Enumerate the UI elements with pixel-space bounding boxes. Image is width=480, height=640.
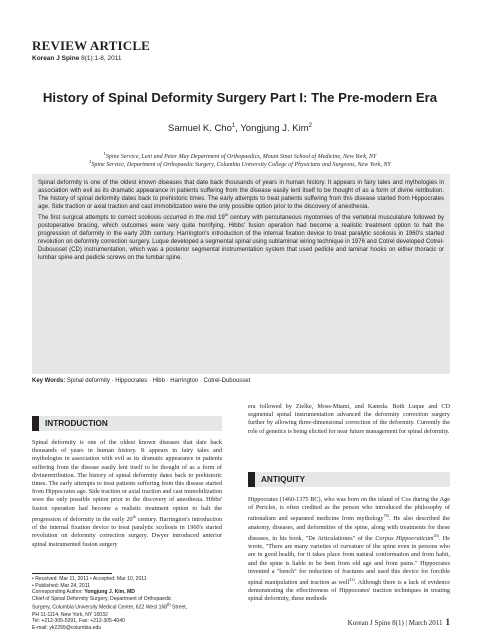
author-name: Yongjung J. Kim bbox=[240, 123, 309, 135]
corresponding-name: Yongjung J. Kim, MD bbox=[84, 589, 135, 596]
author-email: E-mail: yk2299@columbia.edu bbox=[32, 624, 102, 631]
antiquity-text bbox=[248, 496, 450, 604]
page-number: 1 bbox=[445, 617, 450, 627]
abstract-box bbox=[32, 174, 450, 374]
body-part: Spinal deformity is one of the oldest known diseases that date back thousands of years in human history. It appears in fairy tales and mythologies in association with evil as its dramatic appearance in patients suffering from the disease easily lent itself to be thought of as a form of divineretribution. The history of spinal deformity dates back to prehistoric times. The early attempts to treat patients suffering from this disease started from Hippocrates age. Side traction or axial traction and cast immobilization were the only possible option prior to the discovery of anesthesia. Hibbs' fusion operation had become a realistic treatment option to halt the progression of deformity in the early 20 bbox=[32, 439, 222, 523]
address-part: Surgery, Columbia University Medical Center, 622 West 168 bbox=[32, 605, 168, 612]
article-header bbox=[32, 38, 150, 62]
author-address-line: Chief of Spinal Deformity Surgery, Department of Orthopaedic bbox=[32, 595, 172, 602]
citation-ref: 41) bbox=[349, 576, 355, 582]
abstract-part: The first surgical attempts to correct scoliosis occurred in the mid 19 bbox=[38, 215, 225, 222]
author-contact-line: Tel: +212-305-5391, Fax: +212-305-4040 bbox=[32, 618, 125, 625]
superscript: th bbox=[167, 602, 171, 608]
book-title: Corpus Hippocraticum bbox=[375, 534, 434, 542]
keywords-text: Spinal deformity · Hippocrates · Hibb · Harrington · Cotrel-Dubousset bbox=[66, 378, 251, 384]
article-footnote bbox=[32, 576, 222, 631]
body-part: . Although there is a lack of evidence demonstrating the effectiveness of Hippocrates' traction techniques in treating spinal deformity, these methods bbox=[248, 579, 450, 603]
author-separator: , bbox=[235, 123, 241, 135]
keywords bbox=[32, 378, 250, 384]
antiquity-heading: ANTIQUITY bbox=[248, 472, 450, 487]
body-part: . He also described the anatomy, diseases, and deformities of the spine, along with treatments for these diseases, in his book, "De Articulationes" of the bbox=[248, 515, 450, 542]
author-affil-marker: 2 bbox=[308, 123, 312, 129]
column2-continuation-text: era followed by Zielke, Moss-Miami, and Kaneda. Both Luque and CD segmental spinal instrumentation advanced the deformity correction surgery further by allowing three-dimensional correction of the deformity. Currently the role of genetics is being elicited for near future management for spinal deformity. bbox=[248, 403, 450, 435]
section-label: REVIEW ARTICLE bbox=[32, 38, 151, 53]
journal-volume: 8(1):1-8, 2011 bbox=[81, 55, 122, 62]
author-name: Samuel K. Cho bbox=[167, 123, 232, 135]
keywords-label: Key Words: bbox=[32, 378, 66, 384]
body-part: Hippocrates (1460-1375 BC), who was born on the island of Cos during the Age of Pericles, is often credited as the person who introduced the philosophy of rationalism and separated medicine from mythology bbox=[248, 496, 450, 523]
footer-journal: Korean J Spine 8(1) | March 2011 bbox=[347, 619, 443, 627]
introduction-heading: INTRODUCTION bbox=[32, 416, 222, 431]
affiliation bbox=[0, 159, 480, 168]
affiliation-marker: 2 bbox=[89, 159, 92, 164]
body-part: . He wrote, "There are many varieties of curvature of the spine even in persons who are in good health, for it takes place from natural conformation and from habit, and the spine is liable to be bent from old age and from pains." Hippocrates invented a "bench" for reduction of fractures and used this device for forcible spinal manipulation and traction as well bbox=[248, 534, 451, 587]
journal-citation bbox=[32, 55, 150, 62]
received-dates: • Received: Mar 11, 2011 • Accepted: Mar 10, 2011 bbox=[32, 576, 147, 582]
citation-ref: 26) bbox=[433, 532, 439, 538]
body-part: century. Harrington's introduction of the internal fixation device to treat paralytic scoliosis in 1960's started revolution on deformity correction surgery. Dwyer introduced anterior spinal instrumented fusion surgery bbox=[32, 515, 222, 548]
address-part: Street, bbox=[170, 605, 188, 612]
author-affil-marker: 1 bbox=[231, 123, 236, 129]
page-footer bbox=[348, 617, 450, 627]
published-date: • Published: Mar 24, 2011 bbox=[32, 582, 91, 589]
author-address-line bbox=[32, 602, 222, 611]
superscript: th bbox=[132, 513, 136, 519]
author-list bbox=[0, 123, 480, 134]
affiliation-text: Spine Service, Department of Orthopaedic Surgery, Columbia University College of Physicians and Surgeons, New York, NY bbox=[91, 162, 391, 168]
superscript: th bbox=[224, 212, 229, 218]
corresponding-label: Corresponding Author: bbox=[32, 589, 85, 596]
abstract-part: Spinal deformity is one of the oldest known diseases that date back thousands of years in human history. It appears in fairy tales and mythologies in association with evil as its dramatic appearance in patients suffering from the disease easily lent itself to be thought of as a form of divine retribution. The history of spinal deformity dates back to prehistoric times. The early attempts to treat patients suffering from this disease started from Hippocrates age. Side traction or axial traction and cast immobilization were the only possible option prior to the discovery of anesthesia. bbox=[38, 180, 444, 211]
corresponding-author bbox=[32, 589, 222, 596]
affiliation-marker: 1 bbox=[103, 151, 106, 156]
citation-ref: 78) bbox=[383, 513, 389, 519]
abstract-part: century with percutaneous myotomies of the vertebral musculature followed by postoperative bracing, which outcomes were very quite horrifying. Hibbs' fusion operation had become a realistic treatment option to halt the progression of deformity in the early 20th century. Harrington's introduction of the internal fixation device to treat paralytic scoliosis in 1960's started revolution on deformity correction surgery. Luque developed a segmental spinal using sublaminar wiring technique in 1976 and Cotrel developed Cotrel-Dubousset (CD) instrumentation, which was a posterior segmental instrumentation system that used pedicle and laminar hooks on either thoracic or lumbar spine and pedicle screws on the lumbar spine. bbox=[38, 215, 444, 262]
journal-name: Korean J Spine bbox=[32, 55, 80, 62]
footnote-divider bbox=[32, 573, 112, 574]
abstract-text bbox=[38, 179, 444, 262]
affiliation-text: Spine Service, Leni and Peter May Department of Orthopaedics, Mount Sinai School of Medicine, New York, NY bbox=[105, 154, 377, 160]
introduction-text bbox=[32, 439, 222, 549]
author-address-line: PH 11-1114, New York, NY 10032 bbox=[32, 611, 108, 618]
article-title: History of Spinal Deformity Surgery Part I: The Pre-modern Era bbox=[42, 90, 438, 105]
